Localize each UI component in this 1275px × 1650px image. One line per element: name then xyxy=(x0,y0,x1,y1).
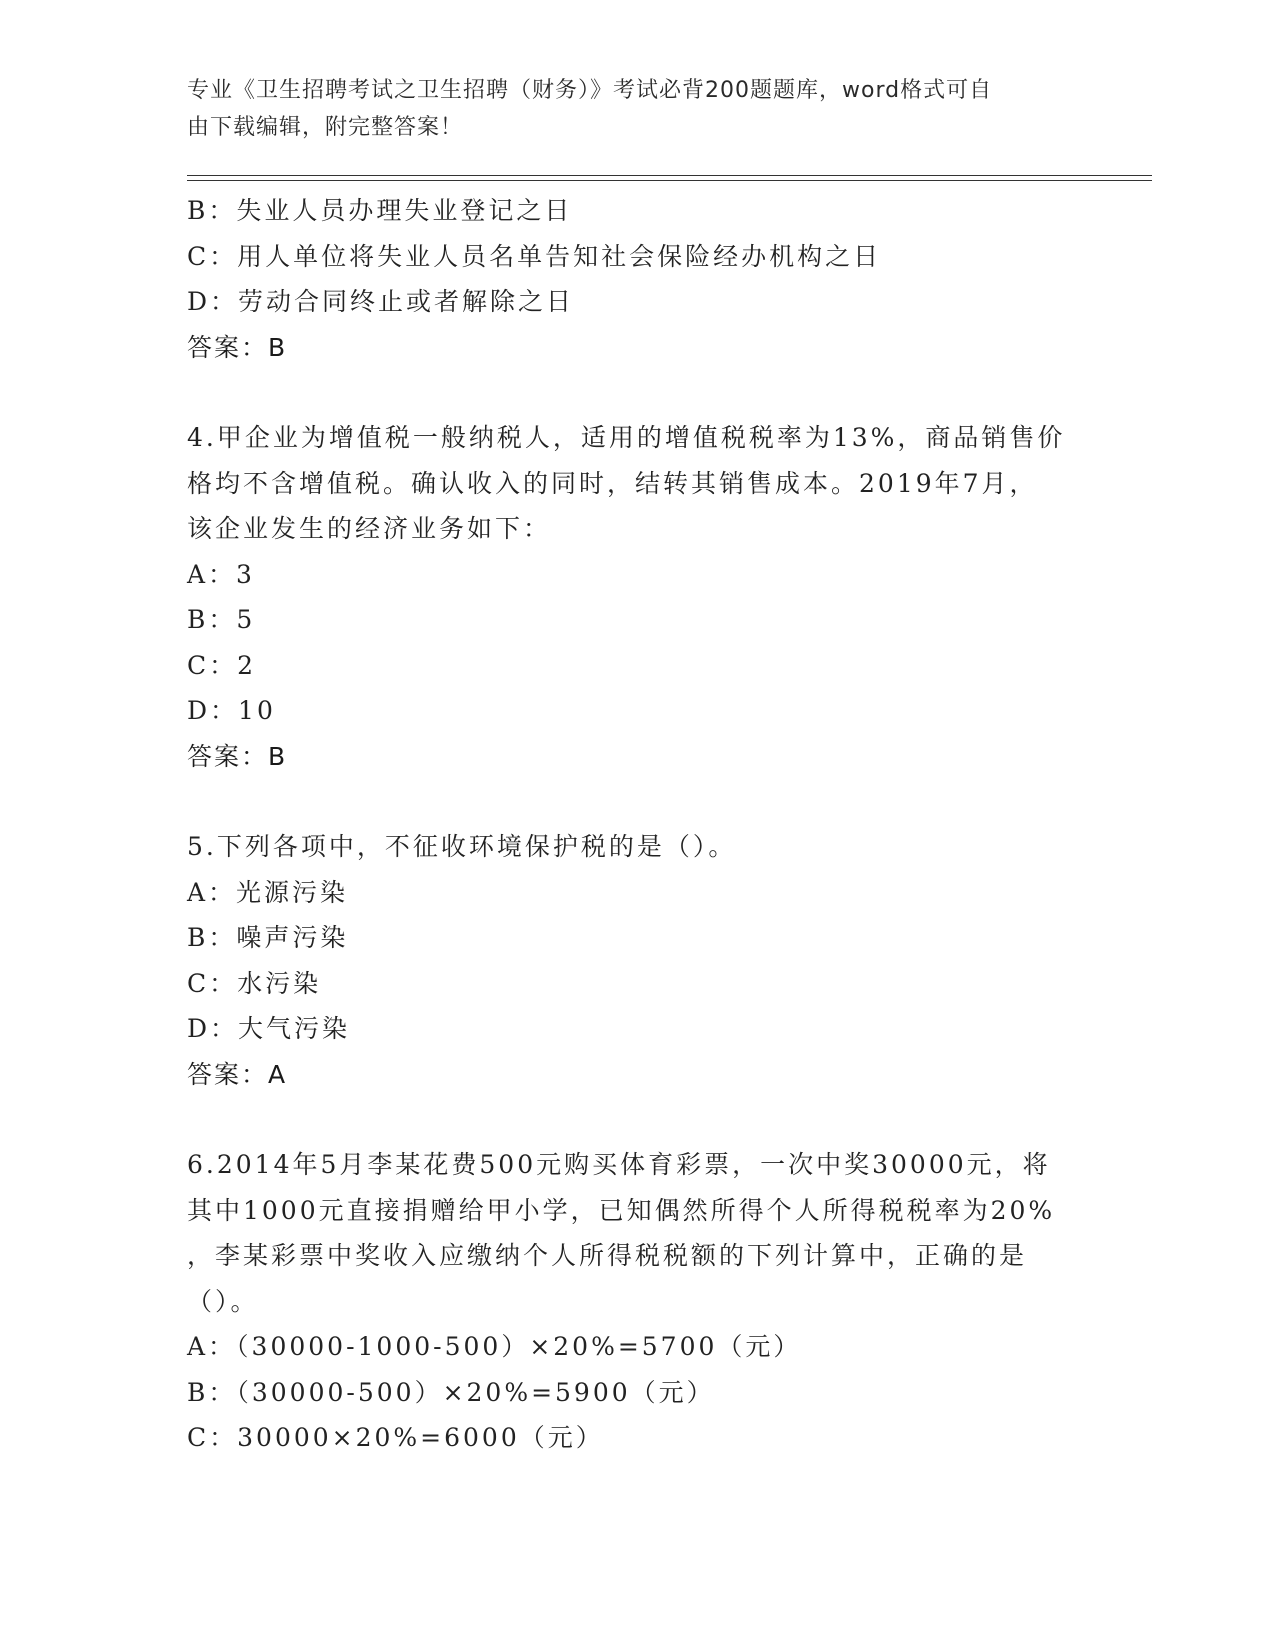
option-b: B：失业人员办理失业登记之日 xyxy=(187,196,573,225)
option-a: A：（30000-1000-500）×20%=5700（元） xyxy=(187,1332,802,1361)
answer-label: 答案：A xyxy=(187,1059,288,1089)
spacer xyxy=(187,1097,1087,1142)
option-a: A：光源污染 xyxy=(187,877,349,907)
stem-line: （）。 xyxy=(187,1286,259,1316)
question-stem xyxy=(187,415,1087,552)
stem-line: 格均不含增值税。确认收入的同时，结转其销售成本。2019年7月， xyxy=(187,468,1038,498)
spacer xyxy=(187,370,1087,415)
spacer xyxy=(187,779,1087,824)
question-5 xyxy=(187,824,1087,1097)
question-6 xyxy=(187,1142,1087,1461)
stem-line: 该企业发生的经济业务如下： xyxy=(187,514,552,543)
stem-line: 4.甲企业为增值税一般纳税人，适用的增值税税率为13%，商品销售价 xyxy=(187,423,1066,452)
option-b: B：噪声污染 xyxy=(187,923,349,952)
header-line-2: 由下载编辑，附完整答案！ xyxy=(187,115,464,140)
divider-line-bottom xyxy=(187,180,1152,181)
option-d: D：大气污染 xyxy=(187,1014,351,1043)
question-3 xyxy=(187,188,1087,370)
option-d: D：10 xyxy=(187,696,276,725)
question-list xyxy=(187,188,1087,1461)
option-d: D：劳动合同终止或者解除之日 xyxy=(187,287,575,316)
option-b: B：5 xyxy=(187,605,256,634)
option-b: B：（30000-500）×20%=5900（元） xyxy=(187,1377,715,1407)
header-line-1: 专业《卫生招聘考试之卫生招聘（财务）》考试必背200题题库，word格式可自 xyxy=(187,78,993,103)
answer-label: 答案：B xyxy=(187,741,288,771)
option-a: A：3 xyxy=(187,559,255,589)
option-c: C：2 xyxy=(187,650,257,680)
stem-line: 其中1000元直接捐赠给甲小学，已知偶然所得个人所得税税率为20% xyxy=(187,1195,1056,1225)
document-header xyxy=(187,72,1067,146)
question-stem xyxy=(187,1142,1087,1324)
header-divider xyxy=(187,175,1152,183)
stem-line: 6.2014年5月李某花费500元购买体育彩票，一次中奖30000元，将 xyxy=(187,1150,1051,1179)
option-c: C：用人单位将失业人员名单告知社会保险经办机构之日 xyxy=(187,241,882,271)
divider-line-top xyxy=(187,175,1152,176)
stem-line: ，李某彩票中奖收入应缴纳个人所得税税额的下列计算中，正确的是 xyxy=(187,1241,1028,1270)
option-c: C：30000×20%=6000（元） xyxy=(187,1423,604,1452)
question-stem xyxy=(187,824,1087,870)
option-c: C：水污染 xyxy=(187,968,322,998)
question-4 xyxy=(187,415,1087,779)
stem-line: 5.下列各项中，不征收环境保护税的是（）。 xyxy=(187,832,737,861)
answer-label: 答案：B xyxy=(187,332,288,362)
